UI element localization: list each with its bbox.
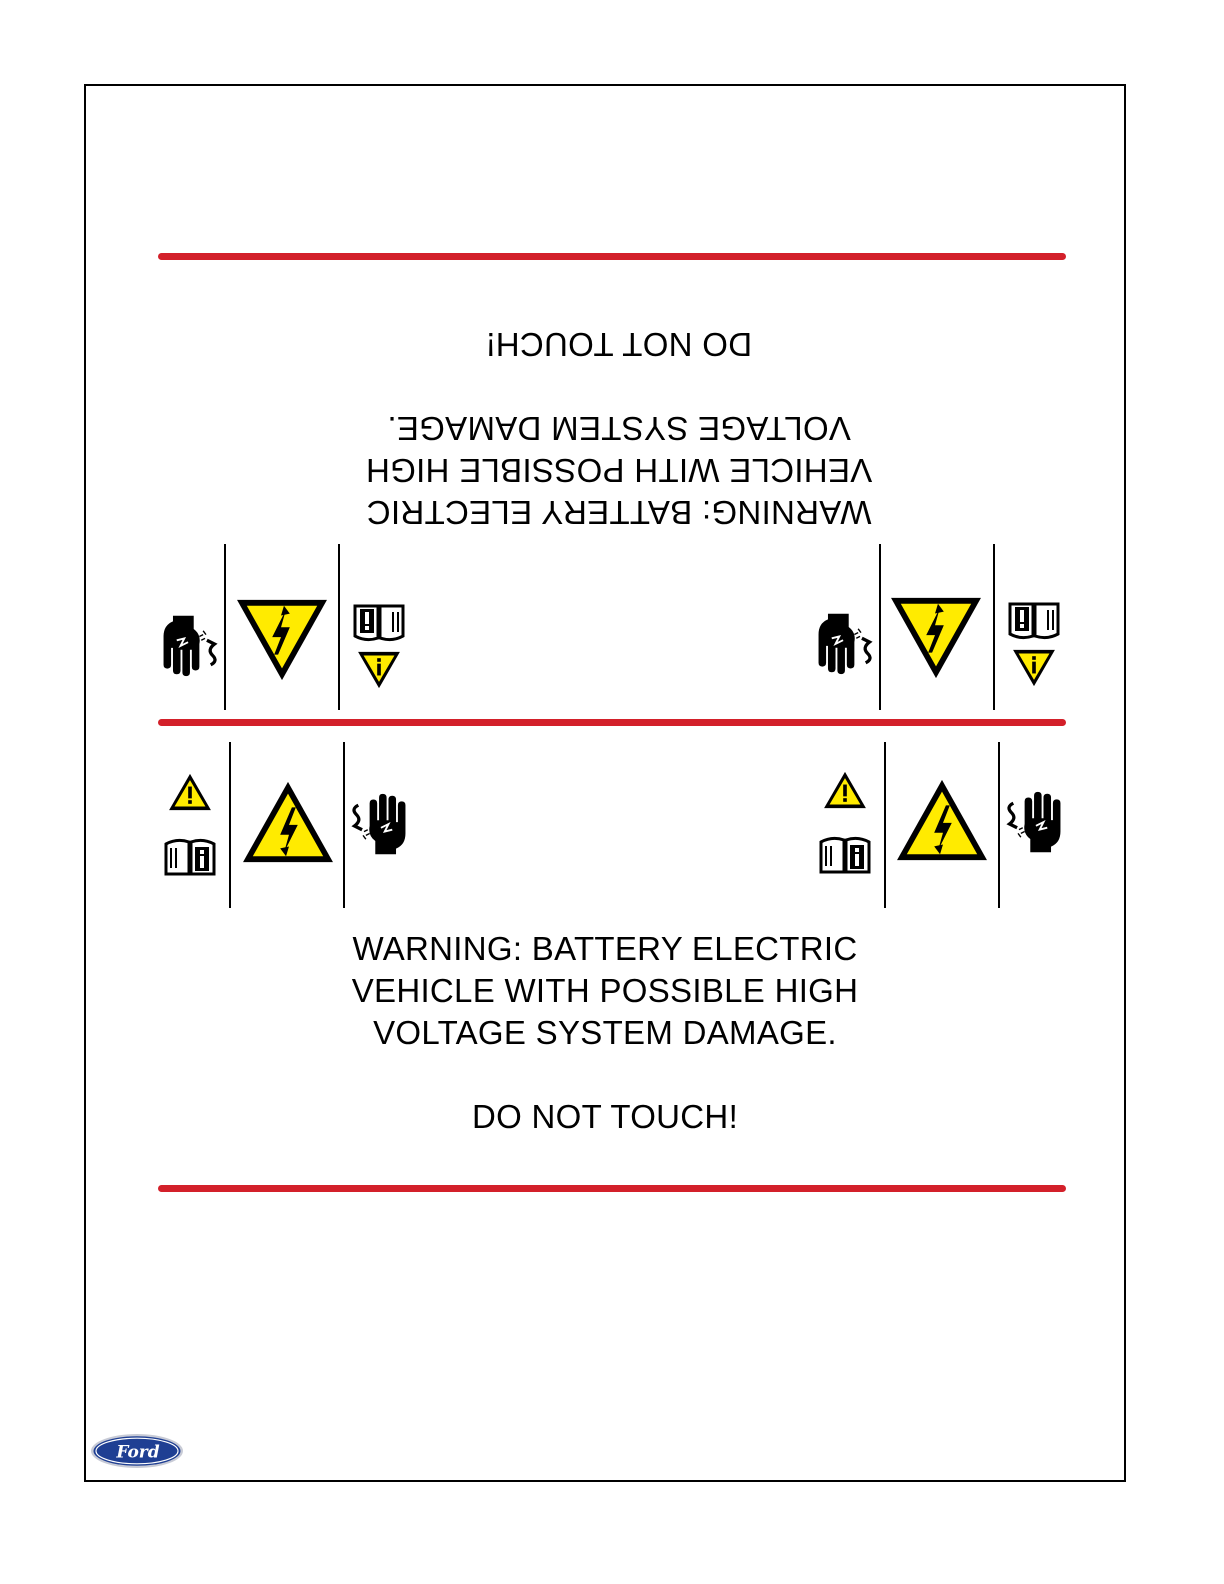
warning-line: WARNING: BATTERY ELECTRIC	[366, 494, 872, 531]
do-not-touch-text: DO NOT TOUCH!	[485, 326, 753, 363]
divider-line	[879, 544, 881, 710]
do-not-touch-text: DO NOT TOUCH!	[471, 1098, 739, 1135]
divider-line	[998, 742, 1000, 908]
warning-line: VEHICLE WITH POSSIBLE HIGH	[351, 972, 859, 1009]
divider-line	[343, 742, 345, 908]
warning-line: VOLTAGE SYSTEM DAMAGE.	[373, 1014, 837, 1051]
divider-line	[338, 544, 340, 710]
red-divider-top	[158, 253, 1066, 260]
manual-info-icon	[1007, 600, 1061, 640]
divider-line	[229, 742, 231, 908]
hand-shock-icon	[1002, 788, 1068, 858]
warning-triangle-icon	[356, 650, 402, 690]
manual-info-icon	[818, 836, 872, 876]
warning-line: VEHICLE WITH POSSIBLE HIGH	[365, 452, 873, 489]
label-upside-down	[0, 260, 1224, 726]
warning-text-block	[314, 323, 924, 533]
warning-text-block	[300, 928, 910, 1138]
divider-line	[224, 544, 226, 710]
high-voltage-icon	[233, 596, 331, 684]
hand-shock-icon	[811, 610, 877, 676]
warning-triangle-icon	[1011, 648, 1057, 688]
warning-triangle-icon	[822, 770, 868, 810]
high-voltage-icon	[893, 776, 991, 864]
hand-shock-icon	[347, 790, 413, 860]
label-upright	[0, 726, 1224, 1192]
warning-line: VOLTAGE SYSTEM DAMAGE.	[387, 410, 851, 447]
manual-info-icon	[163, 838, 217, 878]
manual-info-icon	[352, 602, 406, 642]
warning-triangle-icon	[167, 772, 213, 812]
warning-line: WARNING: BATTERY ELECTRIC	[352, 930, 858, 967]
high-voltage-icon	[239, 778, 337, 866]
high-voltage-icon	[887, 594, 985, 682]
divider-line	[993, 544, 995, 710]
svg-text:Ford: Ford	[116, 1442, 160, 1463]
divider-line	[884, 742, 886, 908]
ford-logo	[89, 1432, 185, 1470]
hand-shock-icon	[156, 612, 222, 678]
